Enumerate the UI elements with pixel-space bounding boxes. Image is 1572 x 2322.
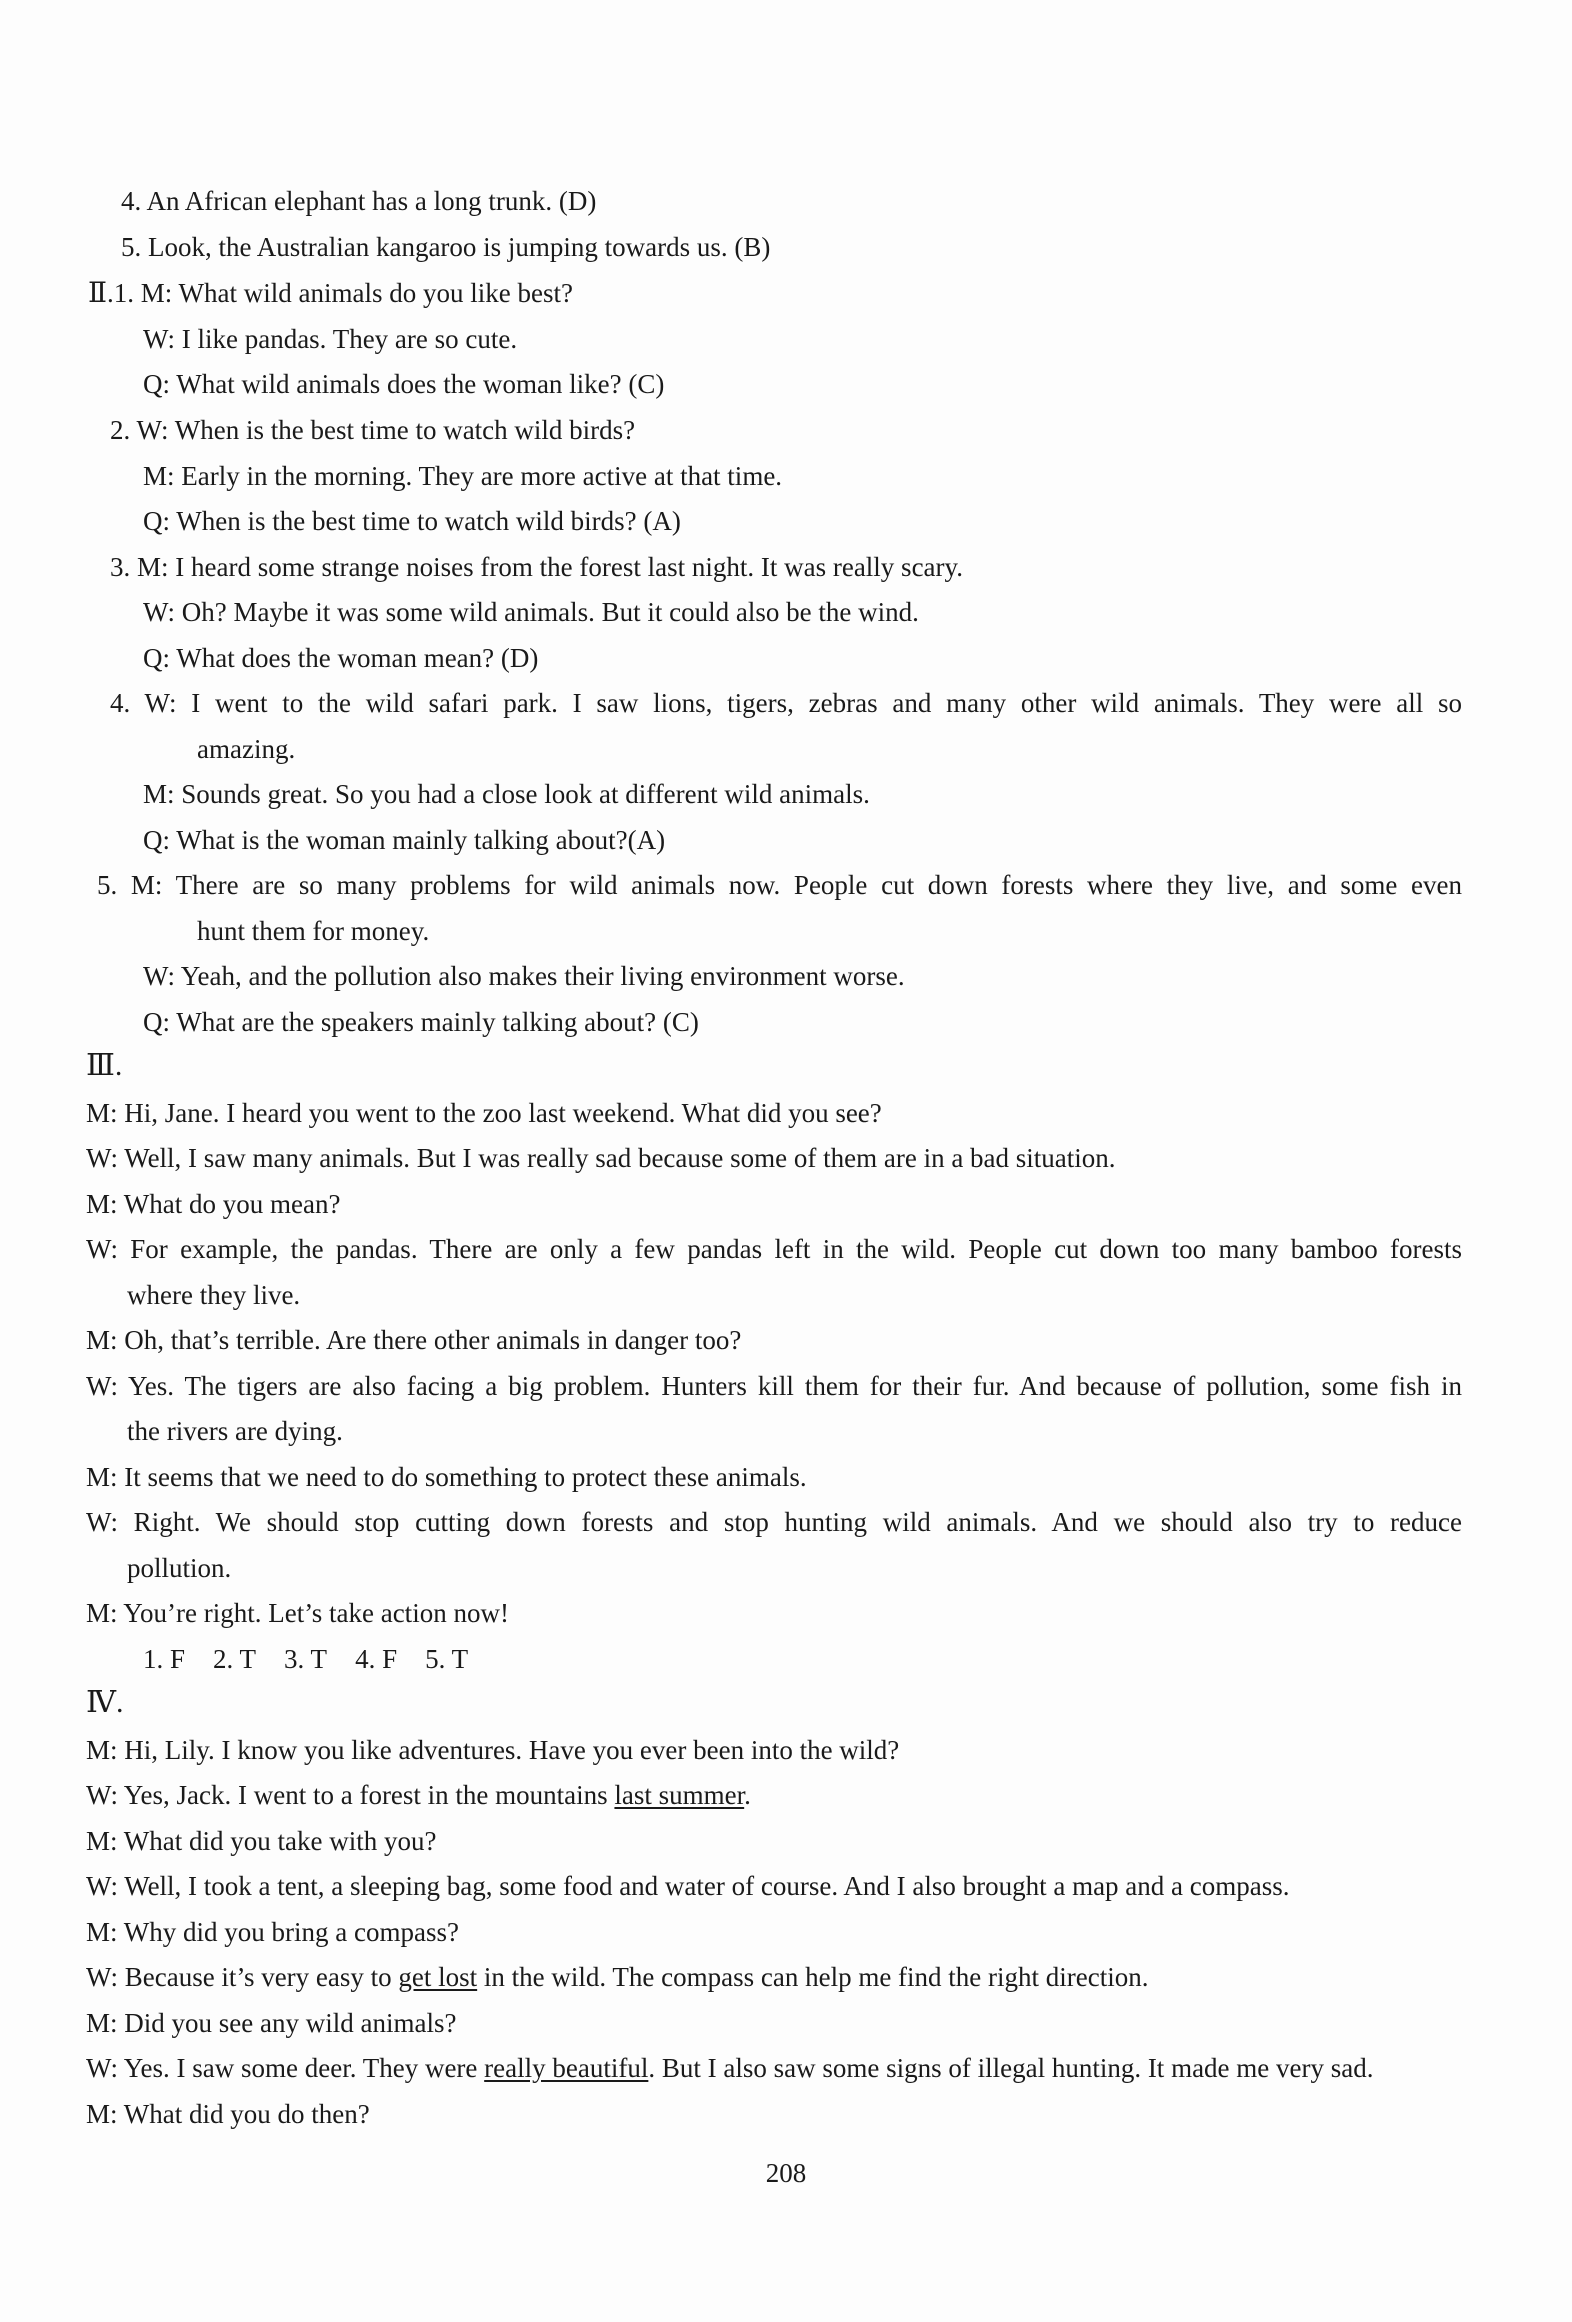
answer-5: 5. T bbox=[425, 1644, 469, 1674]
section-heading-3: Ⅲ. bbox=[86, 1049, 123, 1082]
part3-line-7: M: It seems that we need to do something to protect these animals. bbox=[86, 1462, 807, 1492]
part3-line-8a: W: Right. We should stop cutting down forests and stop hunting wild animals. And we should also try to reduce bbox=[86, 1507, 1462, 1537]
part3-line-4b: where they live. bbox=[127, 1280, 301, 1310]
part2-q5-q: Q: What are the speakers mainly talking about? (C) bbox=[143, 1007, 699, 1037]
part2-q1-w: W: I like pandas. They are so cute. bbox=[143, 324, 518, 354]
part4-line-7: M: Did you see any wild animals? bbox=[86, 2008, 457, 2038]
part2-q1-q: Q: What wild animals does the woman like? (C) bbox=[143, 369, 665, 399]
part2-q5-w: W: Yeah, and the pollution also makes their living environment worse. bbox=[143, 961, 905, 991]
part4-line-4: W: Well, I took a tent, a sleeping bag, some food and water of course. And I also brought a map and a compass. bbox=[86, 1871, 1290, 1901]
part3-line-6b: the rivers are dying. bbox=[127, 1416, 343, 1446]
part4-line-2-underlined: last summer bbox=[614, 1780, 745, 1810]
part4-line-8-pre: W: Yes. I saw some deer. They were bbox=[86, 2053, 485, 2083]
part1-item-5: 5. Look, the Australian kangaroo is jumping towards us. (B) bbox=[121, 232, 771, 262]
part3-line-4a: W: For example, the pandas. There are only a few pandas left in the wild. People cut down too many bamboo forests bbox=[86, 1234, 1462, 1264]
part4-line-6-underlined: get lost bbox=[398, 1962, 478, 1992]
answer-2: 2. T bbox=[213, 1644, 257, 1674]
page-number: 208 bbox=[765, 2158, 807, 2188]
part4-line-2 bbox=[86, 1779, 751, 1811]
part4-line-2-pre: W: Yes, Jack. I went to a forest in the mountains bbox=[86, 1780, 615, 1810]
part3-line-5: M: Oh, that’s terrible. Are there other animals in danger too? bbox=[86, 1325, 742, 1355]
part3-line-6a: W: Yes. The tigers are also facing a big problem. Hunters kill them for their fur. And because of pollution, some fish in bbox=[86, 1371, 1462, 1401]
answer-4: 4. F bbox=[355, 1644, 398, 1674]
part2-q3-m: 3. M: I heard some strange noises from the forest last night. It was really scary. bbox=[110, 552, 964, 582]
part4-line-3: M: What did you take with you? bbox=[86, 1826, 437, 1856]
part4-line-8-underlined: really beautiful bbox=[484, 2053, 649, 2083]
part4-line-6 bbox=[86, 1961, 1149, 1993]
part2-q4-m: M: Sounds great. So you had a close look at different wild animals. bbox=[143, 779, 870, 809]
section-heading-2: Ⅱ bbox=[88, 278, 108, 309]
part4-line-5: M: Why did you bring a compass? bbox=[86, 1917, 459, 1947]
part3-line-2: W: Well, I saw many animals. But I was really sad because some of them are in a bad situation. bbox=[86, 1143, 1116, 1173]
part2-q2-q: Q: When is the best time to watch wild birds? (A) bbox=[143, 506, 681, 536]
part3-line-8b: pollution. bbox=[127, 1553, 232, 1583]
part2-q3-w: W: Oh? Maybe it was some wild animals. But it could also be the wind. bbox=[143, 597, 919, 627]
part4-line-8 bbox=[86, 2052, 1373, 2084]
answer-1: 1. F bbox=[143, 1644, 186, 1674]
part2-q1-m bbox=[88, 277, 573, 311]
part3-answers bbox=[143, 1643, 496, 1675]
answer-3: 3. T bbox=[284, 1644, 328, 1674]
part2-q3-q: Q: What does the woman mean? (D) bbox=[143, 643, 539, 673]
part2-q5-m-line1: 5. M: There are so many problems for wild animals now. People cut down forests where they live, and some even bbox=[97, 870, 1462, 900]
part1-item-4: 4. An African elephant has a long trunk. (D) bbox=[121, 186, 597, 216]
part4-line-9: M: What did you do then? bbox=[86, 2099, 370, 2129]
part4-line-8-post: . But I also saw some signs of illegal hunting. It made me very sad. bbox=[648, 2053, 1374, 2083]
part2-q1-number: .1. bbox=[107, 278, 135, 308]
part4-line-6-post: in the wild. The compass can help me find the right direction. bbox=[477, 1962, 1149, 1992]
section-heading-4: Ⅳ. bbox=[86, 1686, 124, 1719]
part3-line-3: M: What do you mean? bbox=[86, 1189, 341, 1219]
part4-line-1: M: Hi, Lily. I know you like adventures. Have you ever been into the wild? bbox=[86, 1735, 900, 1765]
part2-q2-m: M: Early in the morning. They are more active at that time. bbox=[143, 461, 783, 491]
part3-line-9: M: You’re right. Let’s take action now! bbox=[86, 1598, 509, 1628]
part2-q4-w-line1: 4. W: I went to the wild safari park. I saw lions, tigers, zebras and many other wild animals. They were all so bbox=[110, 688, 1462, 718]
part2-q4-w-line2: amazing. bbox=[197, 734, 296, 764]
part4-line-2-post: . bbox=[744, 1780, 751, 1810]
part4-line-6-pre: W: Because it’s very easy to bbox=[86, 1962, 399, 1992]
part3-line-1: M: Hi, Jane. I heard you went to the zoo last weekend. What did you see? bbox=[86, 1098, 882, 1128]
part2-q5-m-line2: hunt them for money. bbox=[197, 916, 430, 946]
part2-q2-w: 2. W: When is the best time to watch wild birds? bbox=[110, 415, 636, 445]
part2-q4-q: Q: What is the woman mainly talking about?(A) bbox=[143, 825, 666, 855]
part2-q1-m-text: M: What wild animals do you like best? bbox=[140, 278, 573, 308]
